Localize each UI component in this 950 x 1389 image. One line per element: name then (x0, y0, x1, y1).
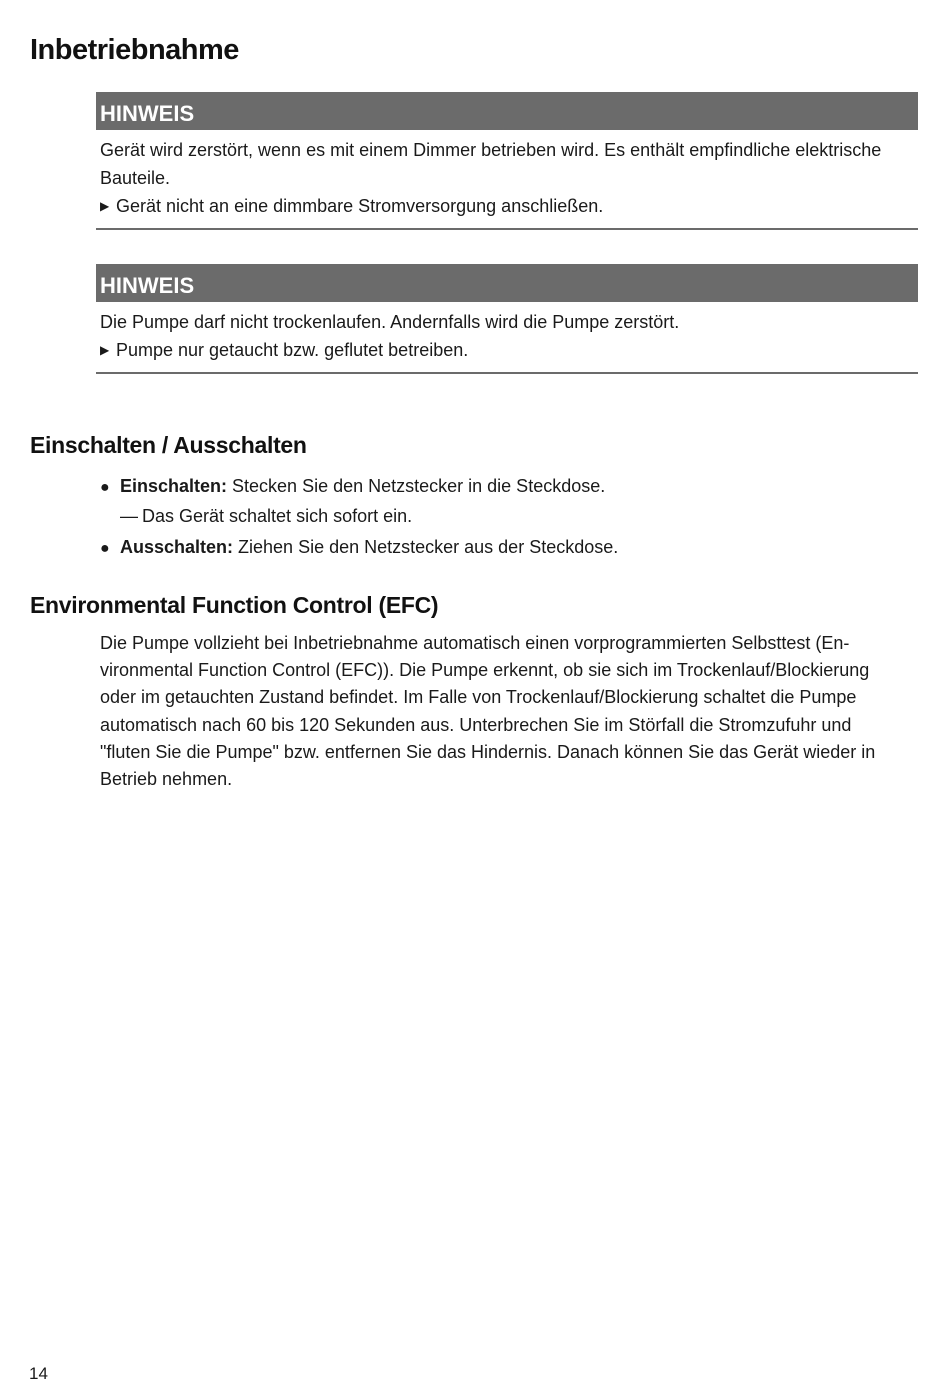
notice-action (100, 336, 918, 366)
section-heading-switching: Einschalten / Ausschalten (30, 432, 307, 458)
notice-heading: HINWEIS (96, 92, 918, 130)
notice-text: Die Pumpe darf nicht trockenlaufen. Andernfalls wird die Pumpe zerstört. (100, 312, 680, 332)
page-title: Inbetriebnahme (30, 34, 239, 66)
triangle-right-icon: ▶ (100, 343, 110, 357)
notice-action-text: Pumpe nur getaucht bzw. geflutet betreiben. (116, 340, 469, 360)
item-text: Ziehen Sie den Netzstecker aus der Steckdose. (233, 537, 619, 557)
triangle-right-icon: ▶ (100, 199, 110, 213)
dash-icon: — (120, 506, 138, 526)
notice-text: Gerät wird zerstört, wenn es mit einem Dimmer betrieben wird. Es enthält empfindliche elektrische Bauteile. (100, 140, 882, 188)
section-heading-efc: Environmental Function Control (EFC) (30, 592, 439, 618)
notice-heading: HINWEIS (96, 264, 918, 302)
notice-action (100, 192, 918, 222)
list-item-result (100, 502, 900, 530)
notice-dry-run (96, 264, 918, 374)
bullet-icon: ● (100, 479, 110, 496)
item-label: Ausschalten: (120, 537, 234, 557)
efc-paragraph: Die Pumpe vollzieht bei Inbetriebnahme automatisch einen vorprogrammierten Selbsttest (Environmental Function Control (EFC)). Die Pumpe erkennt, ob sie sich im Trockenlauf/Blockierung oder im getauchten Zustand befindet. Im Falle von Trockenlauf/Blockierung schaltet die Pumpe automatisch nach 60 bis 120 Sekunden aus. Unterbrechen Sie im Störfall die Stromzufuhr und "fluten Sie die Pumpe" bzw. entfernen Sie das Hindernis. Danach können Sie das Gerät wieder in Betrieb nehmen. (100, 633, 876, 790)
notice-body (96, 302, 918, 372)
notice-action-text: Gerät nicht an eine dimmbare Stromversorgung anschließen. (116, 196, 604, 216)
switching-list (100, 472, 900, 563)
item-label: Einschalten: (120, 476, 228, 496)
list-item-off (100, 533, 900, 563)
bullet-icon: ● (100, 540, 110, 557)
page-number: 14 (29, 1364, 48, 1383)
notice-body (96, 130, 918, 228)
list-item-on (100, 472, 900, 502)
notice-divider (96, 228, 918, 230)
notice-divider (96, 372, 918, 374)
item-text: Stecken Sie den Netzstecker in die Steckdose. (227, 476, 606, 496)
notice-dimmer (96, 92, 918, 230)
item-result-text: Das Gerät schaltet sich sofort ein. (142, 506, 413, 526)
